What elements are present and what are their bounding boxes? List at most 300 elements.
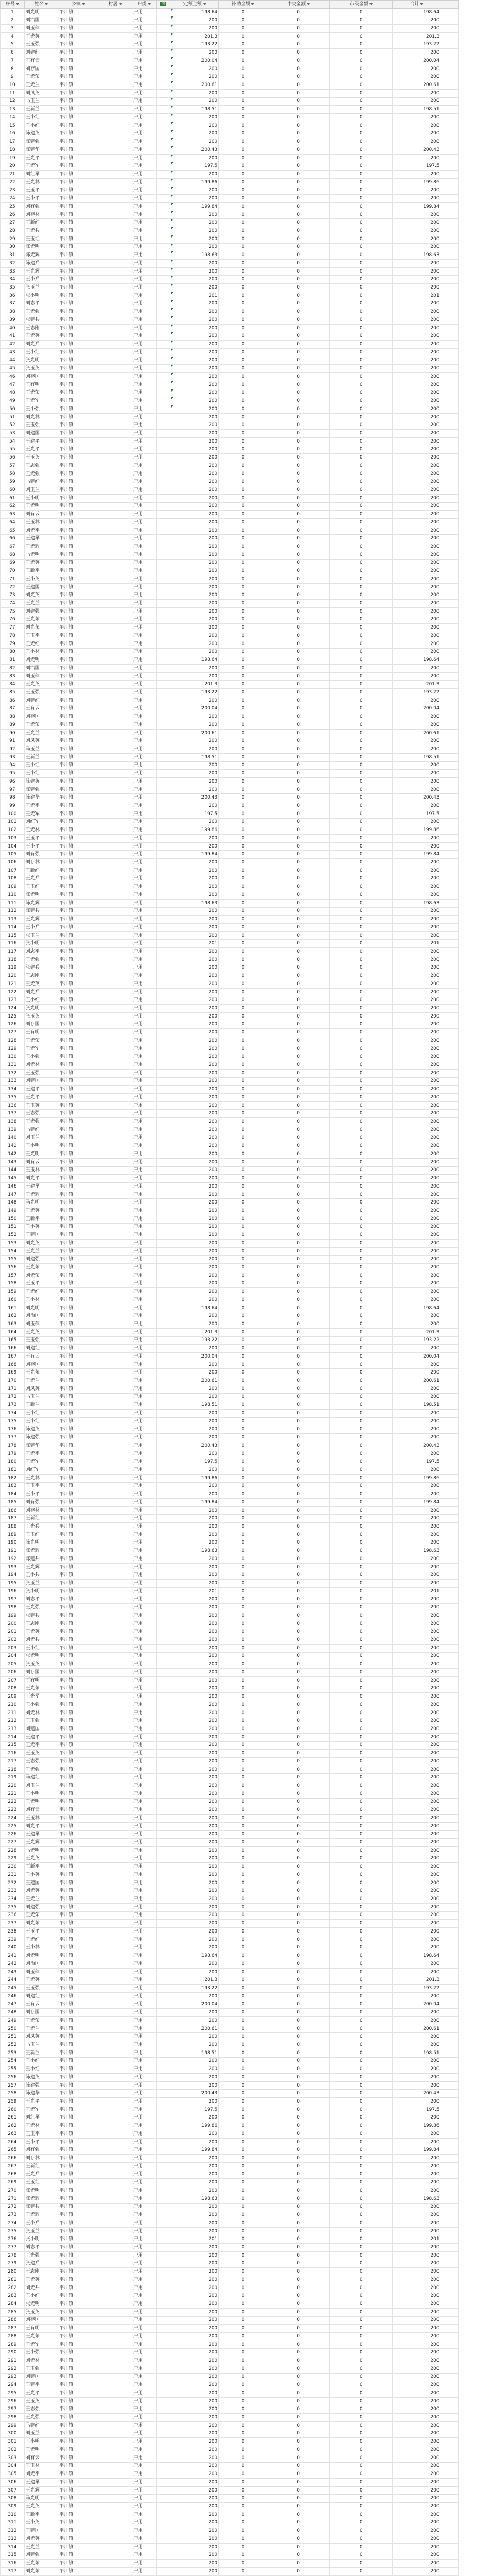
d-cell[interactable]: 0 [330,2041,393,2049]
type-cell[interactable]: 户用 [132,972,156,980]
standard-cell[interactable]: 200 [171,2333,219,2341]
c-cell[interactable]: 0 [267,1628,330,1636]
flag-cell[interactable] [156,1272,171,1280]
town-cell[interactable]: 平川镇 [58,332,98,341]
total-cell[interactable]: 200 [393,640,441,648]
d-cell[interactable]: 0 [330,1928,393,1936]
village-cell[interactable] [98,2130,132,2139]
extra-cell[interactable] [441,454,458,462]
total-cell[interactable]: 198.64 [393,656,441,665]
name-cell[interactable]: 王小兵 [24,2219,58,2227]
total-cell[interactable]: 200 [393,316,441,325]
standard-cell[interactable]: 200 [171,875,219,883]
name-cell[interactable]: 王光兰 [24,81,58,90]
b-cell[interactable]: 0 [219,2551,267,2560]
type-cell[interactable]: 户用 [132,1223,156,1231]
extra-cell[interactable] [441,583,458,591]
b-cell[interactable]: 0 [219,154,267,162]
d-cell[interactable]: 0 [330,154,393,162]
standard-cell[interactable]: 198.63 [171,899,219,907]
table-row[interactable] [1,923,459,931]
standard-cell[interactable]: 199.86 [171,178,219,187]
village-cell[interactable] [98,1669,132,1677]
seq-cell[interactable]: 75 [1,607,25,616]
table-row[interactable] [1,2090,459,2098]
flag-cell[interactable] [156,114,171,122]
seq-cell[interactable]: 267 [1,2162,25,2171]
type-cell[interactable]: 户用 [132,729,156,737]
village-cell[interactable] [98,1733,132,1741]
table-row[interactable] [1,187,459,195]
b-cell[interactable]: 0 [219,2478,267,2486]
c-cell[interactable]: 0 [267,835,330,843]
name-cell[interactable]: 刘治国 [24,664,58,672]
town-cell[interactable]: 平川镇 [58,341,98,349]
standard-cell[interactable]: 200 [171,1101,219,1110]
c-cell[interactable]: 0 [267,381,330,389]
town-cell[interactable]: 平川镇 [58,867,98,875]
b-cell[interactable]: 0 [219,2179,267,2187]
town-cell[interactable]: 平川镇 [58,1741,98,1750]
village-cell[interactable] [98,430,132,438]
seq-cell[interactable]: 119 [1,964,25,972]
b-cell[interactable]: 0 [219,1166,267,1175]
town-cell[interactable]: 平川镇 [58,1976,98,1985]
seq-cell[interactable]: 208 [1,1685,25,1693]
table-row[interactable] [1,1846,459,1855]
village-cell[interactable] [98,2349,132,2357]
extra-cell[interactable] [441,859,458,867]
flag-cell[interactable] [156,171,171,179]
b-cell[interactable]: 0 [219,2535,267,2543]
b-cell[interactable]: 0 [219,2251,267,2260]
b-cell[interactable]: 0 [219,1815,267,1823]
town-cell[interactable]: 平川镇 [58,2033,98,2041]
standard-cell[interactable]: 200 [171,664,219,672]
name-cell[interactable]: 刘存国 [24,2009,58,2017]
seq-cell[interactable]: 299 [1,2421,25,2430]
d-cell[interactable]: 0 [330,2421,393,2430]
c-cell[interactable]: 0 [267,583,330,591]
type-cell[interactable]: 户用 [132,1790,156,1798]
table-row[interactable] [1,1555,459,1564]
flag-cell[interactable] [156,324,171,332]
name-cell[interactable]: 王玉林 [24,1166,58,1175]
type-cell[interactable]: 户用 [132,916,156,924]
standard-cell[interactable]: 200 [171,2373,219,2381]
extra-cell[interactable] [441,1968,458,1976]
c-cell[interactable]: 0 [267,1369,330,1377]
header-c[interactable] [267,1,330,9]
type-cell[interactable]: 户用 [132,1045,156,1053]
name-cell[interactable]: 陈光明 [24,1539,58,1547]
type-cell[interactable]: 户用 [132,851,156,859]
table-row[interactable] [1,2276,459,2284]
type-cell[interactable]: 户用 [132,2438,156,2446]
c-cell[interactable]: 0 [267,624,330,632]
c-cell[interactable]: 0 [267,1101,330,1110]
village-cell[interactable] [98,1879,132,1887]
b-cell[interactable]: 0 [219,2430,267,2438]
flag-cell[interactable] [156,1223,171,1231]
table-row[interactable] [1,357,459,365]
village-cell[interactable] [98,49,132,57]
d-cell[interactable]: 0 [330,2357,393,2365]
town-cell[interactable]: 平川镇 [58,535,98,543]
type-cell[interactable]: 户用 [132,1239,156,1247]
b-cell[interactable]: 0 [219,1644,267,1652]
table-row[interactable] [1,421,459,430]
flag-cell[interactable] [156,818,171,826]
seq-cell[interactable]: 145 [1,1175,25,1183]
d-cell[interactable]: 0 [330,1021,393,1029]
d-cell[interactable]: 0 [330,1264,393,1272]
flag-cell[interactable] [156,672,171,681]
village-cell[interactable] [98,2025,132,2033]
standard-cell[interactable]: 200 [171,648,219,656]
village-cell[interactable] [98,138,132,146]
seq-cell[interactable]: 222 [1,1798,25,1806]
b-cell[interactable]: 0 [219,1928,267,1936]
total-cell[interactable]: 201.3 [393,681,441,689]
b-cell[interactable]: 0 [219,1563,267,1571]
village-cell[interactable] [98,1976,132,1985]
seq-cell[interactable]: 245 [1,1985,25,1993]
village-cell[interactable] [98,2041,132,2049]
town-cell[interactable]: 平川镇 [58,2276,98,2284]
flag-cell[interactable] [156,2187,171,2195]
type-cell[interactable]: 户用 [132,1685,156,1693]
c-cell[interactable]: 0 [267,931,330,940]
standard-cell[interactable]: 200 [171,519,219,527]
name-cell[interactable]: 王光兰 [24,2543,58,2551]
name-cell[interactable]: 王光英 [24,1628,58,1636]
total-cell[interactable]: 200 [393,948,441,956]
village-cell[interactable] [98,2179,132,2187]
table-row[interactable] [1,2292,459,2300]
standard-cell[interactable]: 200 [171,770,219,778]
name-cell[interactable]: 王光林 [24,1474,58,1482]
flag-cell[interactable] [156,2308,171,2316]
type-cell[interactable]: 户用 [132,2227,156,2235]
town-cell[interactable]: 平川镇 [58,2527,98,2535]
type-cell[interactable]: 户用 [132,1831,156,1839]
c-cell[interactable]: 0 [267,89,330,97]
seq-cell[interactable]: 313 [1,2535,25,2543]
town-cell[interactable]: 平川镇 [58,956,98,964]
d-cell[interactable]: 0 [330,1110,393,1118]
total-cell[interactable]: 200 [393,1053,441,1061]
b-cell[interactable]: 0 [219,1199,267,1207]
c-cell[interactable]: 0 [267,1547,330,1555]
d-cell[interactable]: 0 [330,664,393,672]
village-cell[interactable] [98,948,132,956]
village-cell[interactable] [98,1239,132,1247]
village-cell[interactable] [98,2478,132,2486]
table-row[interactable] [1,470,459,478]
flag-cell[interactable] [156,1215,171,1223]
d-cell[interactable]: 0 [330,745,393,754]
extra-cell[interactable] [441,1596,458,1604]
standard-cell[interactable]: 200 [171,1798,219,1806]
flag-cell[interactable] [156,1320,171,1329]
seq-cell[interactable]: 212 [1,1717,25,1725]
total-cell[interactable]: 200 [393,341,441,349]
extra-cell[interactable] [441,867,458,875]
town-cell[interactable]: 平川镇 [58,138,98,146]
standard-cell[interactable]: 200 [171,1887,219,1895]
seq-cell[interactable]: 244 [1,1976,25,1985]
town-cell[interactable]: 平川镇 [58,8,98,16]
c-cell[interactable]: 0 [267,1806,330,1815]
c-cell[interactable]: 0 [267,478,330,486]
table-row[interactable] [1,2389,459,2398]
town-cell[interactable]: 平川镇 [58,2195,98,2203]
extra-cell[interactable] [441,1320,458,1329]
town-cell[interactable]: 平川镇 [58,2430,98,2438]
b-cell[interactable]: 0 [219,130,267,138]
table-row[interactable] [1,2041,459,2049]
name-cell[interactable]: 刘存林 [24,859,58,867]
seq-cell[interactable]: 250 [1,2025,25,2033]
type-cell[interactable]: 户用 [132,486,156,495]
table-row[interactable] [1,2235,459,2244]
c-cell[interactable]: 0 [267,1304,330,1312]
standard-cell[interactable]: 200 [171,713,219,721]
total-cell[interactable]: 200 [393,2260,441,2268]
b-cell[interactable]: 0 [219,786,267,794]
b-cell[interactable]: 0 [219,219,267,227]
name-cell[interactable]: 王玉强 [24,1717,58,1725]
standard-cell[interactable]: 200 [171,624,219,632]
seq-cell[interactable]: 101 [1,818,25,826]
extra-cell[interactable] [441,1215,458,1223]
c-cell[interactable]: 0 [267,1442,330,1450]
seq-cell[interactable]: 6 [1,49,25,57]
standard-cell[interactable]: 200 [171,2470,219,2479]
b-cell[interactable]: 0 [219,1725,267,1734]
c-cell[interactable]: 0 [267,1223,330,1231]
extra-cell[interactable] [441,519,458,527]
name-cell[interactable]: 王玉平 [24,835,58,843]
table-row[interactable] [1,1450,459,1458]
c-cell[interactable]: 0 [267,859,330,867]
table-row[interactable] [1,1458,459,1466]
town-cell[interactable]: 平川镇 [58,559,98,567]
table-row[interactable] [1,551,459,559]
type-cell[interactable]: 户用 [132,2049,156,2057]
d-cell[interactable]: 0 [330,672,393,681]
flag-cell[interactable] [156,2203,171,2211]
town-cell[interactable]: 平川镇 [58,2187,98,2195]
town-cell[interactable]: 平川镇 [58,2551,98,2560]
seq-cell[interactable]: 310 [1,2511,25,2519]
name-cell[interactable]: 王小红 [24,114,58,122]
flag-cell[interactable] [156,2535,171,2543]
village-cell[interactable] [98,1539,132,1547]
table-row[interactable] [1,1393,459,1401]
town-cell[interactable]: 平川镇 [58,1045,98,1053]
town-cell[interactable]: 平川镇 [58,49,98,57]
name-cell[interactable]: 王玉强 [24,689,58,697]
table-row[interactable] [1,2462,459,2470]
type-cell[interactable]: 户用 [132,1385,156,1393]
town-cell[interactable]: 平川镇 [58,1053,98,1061]
type-cell[interactable]: 户用 [132,405,156,413]
type-cell[interactable]: 户用 [132,106,156,114]
table-row[interactable] [1,891,459,900]
town-cell[interactable]: 平川镇 [58,25,98,33]
b-cell[interactable]: 0 [219,1434,267,1442]
c-cell[interactable]: 0 [267,2260,330,2268]
table-row[interactable] [1,1498,459,1506]
table-row[interactable] [1,2381,459,2389]
table-row[interactable] [1,341,459,349]
standard-cell[interactable]: 200 [171,2405,219,2414]
extra-cell[interactable] [441,2203,458,2211]
table-row[interactable] [1,1879,459,1887]
standard-cell[interactable]: 200 [171,316,219,325]
village-cell[interactable] [98,2543,132,2551]
town-cell[interactable]: 平川镇 [58,1806,98,1815]
total-cell[interactable]: 200 [393,2454,441,2462]
name-cell[interactable]: 王光红 [24,1936,58,1944]
village-cell[interactable] [98,2049,132,2057]
standard-cell[interactable]: 200 [171,1094,219,1102]
flag-cell[interactable] [156,1393,171,1401]
total-cell[interactable]: 200 [393,446,441,454]
name-cell[interactable]: 陈建英 [24,2074,58,2082]
b-cell[interactable]: 0 [219,162,267,171]
b-cell[interactable]: 0 [219,1976,267,1985]
total-cell[interactable]: 200 [393,607,441,616]
flag-cell[interactable] [156,494,171,502]
table-row[interactable] [1,1061,459,1070]
total-cell[interactable]: 193.22 [393,1985,441,1993]
seq-cell[interactable]: 51 [1,413,25,421]
header-filter-active[interactable] [156,1,171,9]
village-cell[interactable] [98,187,132,195]
seq-cell[interactable]: 254 [1,2057,25,2065]
d-cell[interactable]: 0 [330,1571,393,1580]
d-cell[interactable]: 0 [330,2179,393,2187]
seq-cell[interactable]: 1 [1,8,25,16]
town-cell[interactable]: 平川镇 [58,276,98,284]
b-cell[interactable]: 0 [219,1118,267,1126]
c-cell[interactable]: 0 [267,1539,330,1547]
type-cell[interactable]: 户用 [132,2081,156,2090]
flag-cell[interactable] [156,681,171,689]
village-cell[interactable] [98,916,132,924]
name-cell[interactable]: 王小红 [24,770,58,778]
standard-cell[interactable]: 200 [171,835,219,843]
town-cell[interactable]: 平川镇 [58,89,98,97]
b-cell[interactable]: 0 [219,405,267,413]
flag-cell[interactable] [156,1750,171,1758]
name-cell[interactable]: 王小红 [24,348,58,357]
c-cell[interactable]: 0 [267,130,330,138]
seq-cell[interactable]: 204 [1,1652,25,1660]
flag-cell[interactable] [156,397,171,405]
town-cell[interactable]: 平川镇 [58,2235,98,2244]
name-cell[interactable]: 王光兰 [24,1247,58,1256]
name-cell[interactable]: 刘建红 [24,49,58,57]
d-cell[interactable]: 0 [330,1960,393,1968]
total-cell[interactable]: 200 [393,1652,441,1660]
standard-cell[interactable]: 200 [171,583,219,591]
table-row[interactable] [1,1725,459,1734]
town-cell[interactable]: 平川镇 [58,1361,98,1369]
total-cell[interactable]: 200 [393,284,441,292]
flag-cell[interactable] [156,1976,171,1985]
village-cell[interactable] [98,2438,132,2446]
c-cell[interactable]: 0 [267,1005,330,1013]
extra-cell[interactable] [441,2405,458,2414]
b-cell[interactable]: 0 [219,1369,267,1377]
table-row[interactable] [1,2421,459,2430]
header-d[interactable] [330,1,393,9]
b-cell[interactable]: 0 [219,389,267,397]
d-cell[interactable]: 0 [330,1750,393,1758]
total-cell[interactable]: 200 [393,2519,441,2527]
extra-cell[interactable] [441,2244,458,2252]
table-row[interactable] [1,664,459,672]
seq-cell[interactable]: 33 [1,267,25,276]
town-cell[interactable]: 平川镇 [58,1506,98,1515]
extra-cell[interactable] [441,2211,458,2219]
flag-cell[interactable] [156,1328,171,1336]
standard-cell[interactable]: 200 [171,1150,219,1159]
type-cell[interactable]: 户用 [132,891,156,900]
seq-cell[interactable]: 151 [1,1223,25,1231]
table-row[interactable] [1,632,459,640]
flag-cell[interactable] [156,1361,171,1369]
name-cell[interactable]: 王小红 [24,2065,58,2074]
village-cell[interactable] [98,1604,132,1612]
extra-cell[interactable] [441,16,458,25]
standard-cell[interactable]: 200 [171,2389,219,2398]
name-cell[interactable]: 刘建红 [24,1345,58,1353]
c-cell[interactable]: 0 [267,2316,330,2325]
type-cell[interactable]: 户用 [132,883,156,891]
extra-cell[interactable] [441,1207,458,1215]
standard-cell[interactable]: 200 [171,1272,219,1280]
flag-cell[interactable] [156,1782,171,1790]
village-cell[interactable] [98,940,132,948]
standard-cell[interactable]: 200 [171,1782,219,1790]
c-cell[interactable]: 0 [267,907,330,916]
village-cell[interactable] [98,964,132,972]
d-cell[interactable]: 0 [330,324,393,332]
village-cell[interactable] [98,1029,132,1037]
d-cell[interactable]: 0 [330,527,393,535]
c-cell[interactable]: 0 [267,122,330,130]
c-cell[interactable]: 0 [267,1264,330,1272]
d-cell[interactable]: 0 [330,2454,393,2462]
town-cell[interactable]: 平川镇 [58,2486,98,2495]
total-cell[interactable]: 200 [393,2251,441,2260]
table-row[interactable] [1,2357,459,2365]
name-cell[interactable]: 王光英 [24,1855,58,1863]
c-cell[interactable]: 0 [267,891,330,900]
town-cell[interactable]: 平川镇 [58,1531,98,1539]
flag-cell[interactable] [156,1166,171,1175]
seq-cell[interactable]: 198 [1,1604,25,1612]
name-cell[interactable]: 王玉强 [24,41,58,49]
table-row[interactable] [1,2454,459,2462]
total-cell[interactable]: 200 [393,648,441,656]
flag-cell[interactable] [156,413,171,421]
